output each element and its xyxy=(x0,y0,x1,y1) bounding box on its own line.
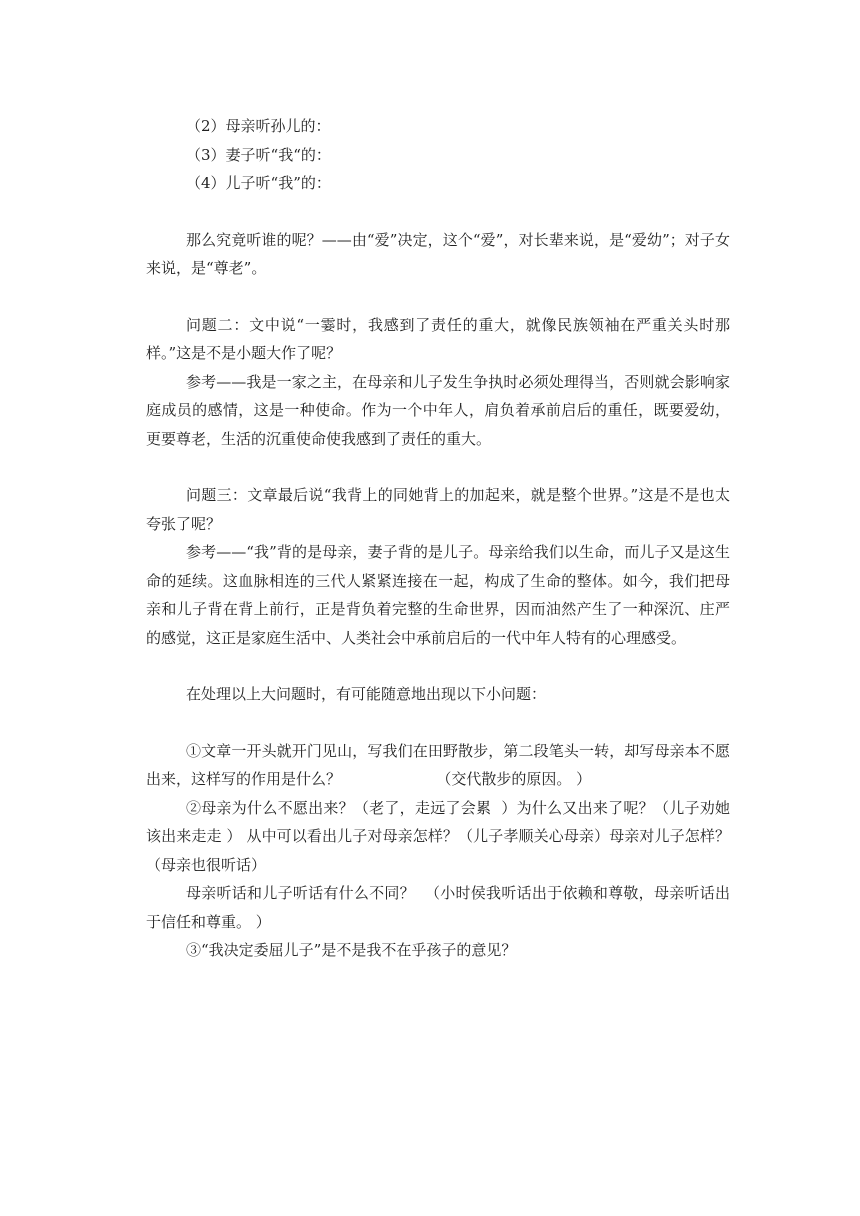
listen-item-2: （2）母亲听孙儿的： xyxy=(186,117,331,135)
small-question-1: ①文章一开头就开门见山，写我们在田野散步，第二段笔头一转，却写母亲本不愿出来，这样写的作用是什么？ （交代散步的原因。 ） xyxy=(146,741,730,788)
listen-item-3: （3）妻子听“我“的： xyxy=(186,145,331,164)
small-question-3: ③“我决定委屈儿子”是不是我不在乎孩子的意见？ xyxy=(186,941,517,959)
answer-two: 参考——我是一家之主，在母亲和儿子发生争执时必须处理得当，否则就会影响家庭成员的感情，这是一种使命。作为一个中年人，肩负着承前启后的重任，既要爱幼，更要尊老，生活的沉重使命使我感到了责任的重大。 xyxy=(146,372,730,448)
small-questions-intro: 在处理以上大问题时，有可能随意地出现以下小问题： xyxy=(186,685,547,703)
listen-item-4: （4）儿子听“我”的： xyxy=(186,174,331,192)
question-two: 问题二：文中说“一霎时，我感到了责任的重大，就像民族领袖在严重关头时那样。”这是不是小题大作了呢？ xyxy=(146,315,730,362)
document-body xyxy=(146,112,730,965)
small-question-2-followup: 母亲听话和儿子听话有什么不同？ （小时侯我听话出于依赖和尊敬，母亲听话出于信任和尊重。 ） xyxy=(146,884,730,931)
summary-paragraph: 那么究竟听谁的呢？——由“爱”决定，这个“爱”，对长辈来说，是“爱幼”；对子女来说，是“尊老”。 xyxy=(146,230,730,277)
answer-three: 参考——“我”背的是母亲，妻子背的是儿子。母亲给我们以生命，而儿子又是这生命的延续。这血脉相连的三代人紧紧连接在一起，构成了生命的整体。如今，我们把母亲和儿子背在背上前行，正是背负着完整的生命世界，因而油然产生了一种深沉、庄严的感觉，这正是家庭生活中、人类社会中承前启后的一代中年人特有的心理感受。 xyxy=(146,543,730,647)
small-question-2: ②母亲为什么不愿出来？（老了，走远了会累 ）为什么又出来了呢？（儿子劝她该出来走走 ） 从中可以看出儿子对母亲怎样？（儿子孝顺关心母亲）母亲对儿子怎样？（母亲也很听话） xyxy=(146,798,730,874)
question-three: 问题三：文章最后说“我背上的同她背上的加起来，就是整个世界。”这是不是也太夸张了呢？ xyxy=(146,486,730,533)
